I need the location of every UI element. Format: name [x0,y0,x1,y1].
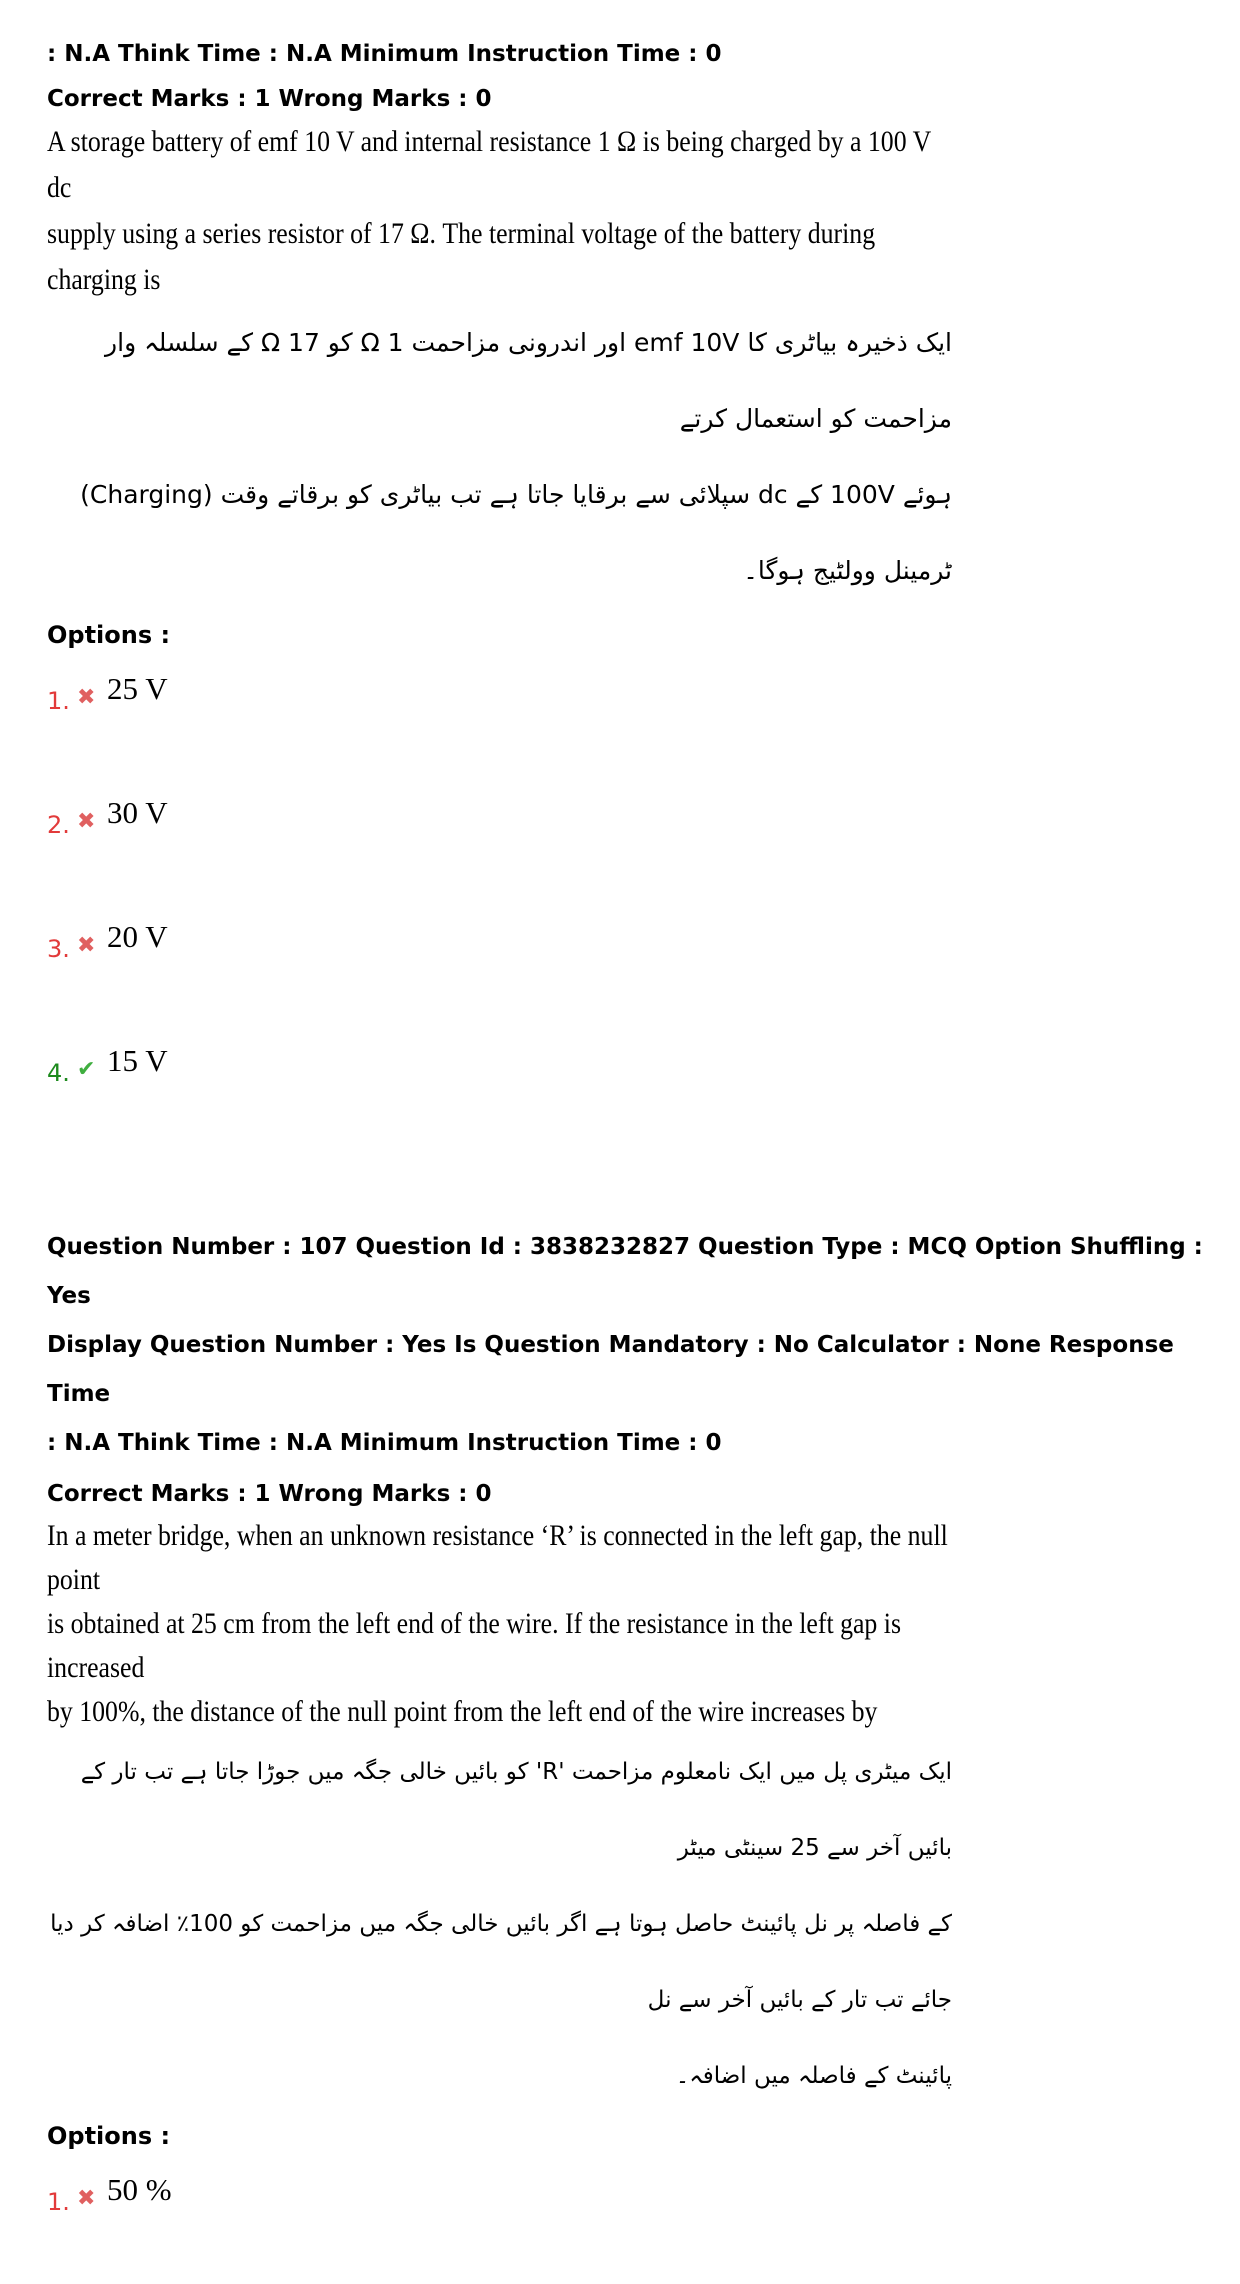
question-block-107 [47,1223,1207,2284]
marks-line: Correct Marks : 1 Wrong Marks : 0 [47,86,492,112]
question-text [47,1514,950,1734]
urdu-text-line: ایک ذخیرہ بیاٹری کا emf 10V اور اندرونی مزاحمت Ω 1 کو Ω 17 کے سلسلہ وار مزاحمت کو استعمال کرتے [105,328,952,433]
cross-icon: ✖ [77,933,96,958]
option-item [47,2160,1207,2284]
option-value: 15 V [107,1043,168,1078]
option-item [47,783,1207,907]
question-block-106 [47,30,1207,1155]
check-icon: ✔ [77,1057,96,1082]
cross-icon: ✖ [77,809,96,834]
question-text-line: is obtained at 25 cm from the left end of the wire. If the resistance in the left gap is increased [47,1607,901,1684]
option-number: 3. [47,935,70,963]
options-list [47,2160,1207,2284]
option-value: 20 V [107,919,168,954]
option-value: 25 V [107,671,168,706]
option-number: 1. [47,687,70,715]
urdu-text-line: ہوئے 100V کے dc سپلائی سے برقایا جاتا ہے تب بیاٹری کو برقاتے وقت (Charging) ٹرمینل وولٹیج ہوگا۔ [80,480,952,585]
options-label: Options : [47,621,171,649]
urdu-text-line: ایک میٹری پل میں ایک نامعلوم مزاحمت 'R' کو بائیں خالی جگہ میں جوڑا جاتا ہے تب تار کے بائیں آخر سے 25 سینٹی میٹر [80,1759,952,1861]
urdu-question-text [47,1734,952,2114]
question-meta-line: : N.A Think Time : N.A Minimum Instruction Time : 0 [47,1430,722,1456]
cross-icon: ✖ [77,2186,96,2211]
question-text-line: A storage battery of emf 10 V and internal resistance 1 Ω is being charged by a 100 V dc [47,125,931,204]
question-page [47,40,1207,2284]
option-value: 30 V [107,795,168,830]
urdu-question-text [47,305,952,609]
question-meta-line: Display Question Number : Yes Is Question Mandatory : No Calculator : None Response Time [47,1332,1174,1407]
option-number: 1. [47,2188,70,2216]
urdu-text-line: کے فاصلہ پر نل پائینٹ حاصل ہوتا ہے اگر بائیں خالی جگہ میں مزاحمت کو 100٪ اضافہ کر دیا جائے تب تار کے بائیں آخر سے نل [50,1911,952,2013]
option-value: 50 % [107,2172,172,2207]
options-list [47,659,1207,1155]
option-item [47,659,1207,783]
question-meta-line: : N.A Think Time : N.A Minimum Instruction Time : 0 [47,41,722,67]
question-text-line: by 100%, the distance of the null point from the left end of the wire increases by [47,1695,878,1728]
option-number: 2. [47,811,70,839]
question-meta-line: Question Number : 107 Question Id : 3838232827 Question Type : MCQ Option Shuffling : Yes [47,1234,1203,1309]
question-text-line: supply using a series resistor of 17 Ω. The terminal voltage of the battery during charging is [47,217,876,296]
option-number: 4. [47,1059,70,1087]
cross-icon: ✖ [77,685,96,710]
options-label: Options : [47,2122,171,2150]
question-text [47,119,950,303]
option-item [47,1031,1207,1155]
urdu-text-line: پائینٹ کے فاصلہ میں اضافہ۔ [675,2063,952,2089]
question-text-line: In a meter bridge, when an unknown resistance ‘R’ is connected in the left gap, the null point [47,1519,948,1596]
option-item [47,907,1207,1031]
marks-line: Correct Marks : 1 Wrong Marks : 0 [47,1481,492,1507]
